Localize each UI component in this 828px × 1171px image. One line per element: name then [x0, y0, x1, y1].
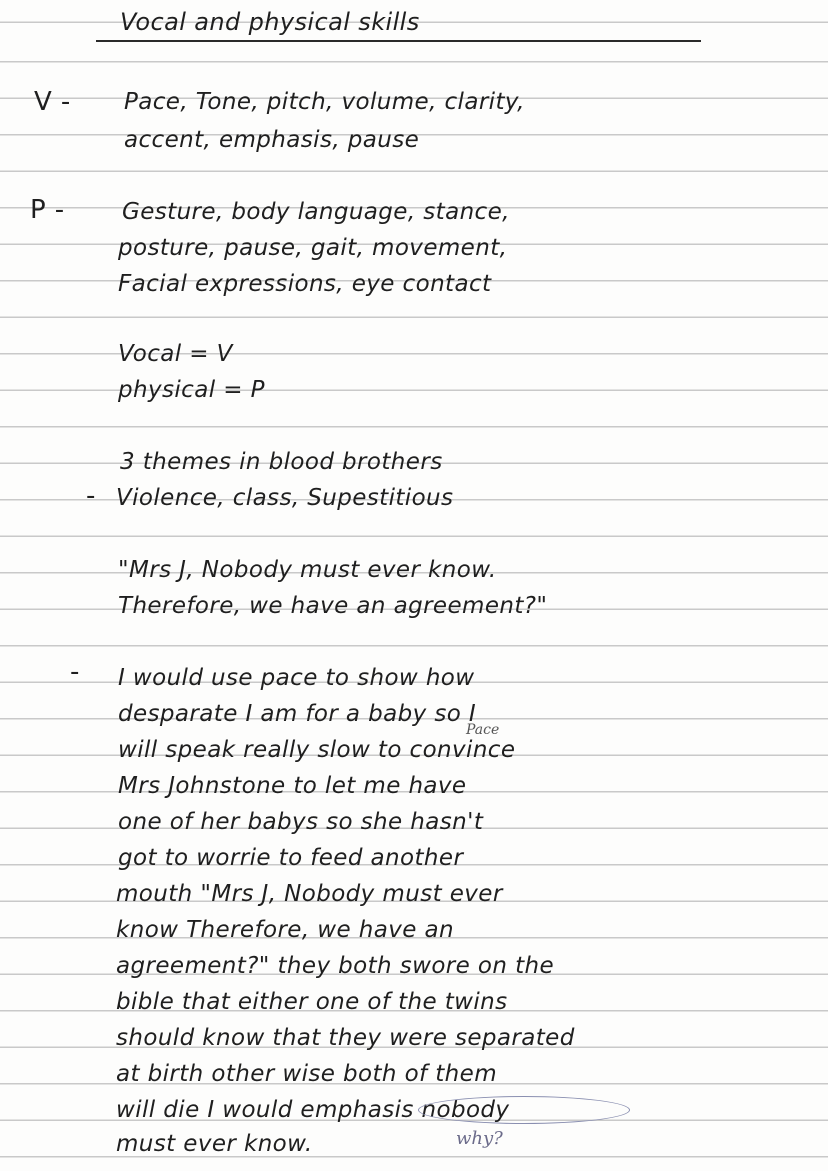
- analysis-line-13: will die I would emphasis nobody: [116, 1097, 510, 1123]
- analysis-line-2: desparate I am for a baby so I: [118, 701, 477, 727]
- key-vocal: Vocal = V: [118, 341, 233, 367]
- analysis-line-8: know Therefore, we have an: [116, 917, 454, 943]
- physical-skills-line-2: posture, pause, gait, movement,: [118, 235, 508, 261]
- analysis-line-7: mouth "Mrs J, Nobody must ever: [116, 881, 503, 907]
- analysis-line-3: will speak really slow to convince: [118, 737, 516, 763]
- analysis-line-9: agreement?" they both swore on the: [116, 953, 555, 979]
- analysis-line-6: got to worrie to feed another: [118, 845, 464, 871]
- key-physical: physical = P: [118, 377, 265, 403]
- pencil-note-why: why?: [456, 1128, 503, 1149]
- themes-list: Violence, class, Supestitious: [116, 485, 454, 511]
- pencil-note-pace: Pace: [466, 722, 500, 738]
- title-underline: [96, 40, 701, 42]
- analysis-marker: -: [70, 657, 80, 687]
- physical-skills-line-3: Facial expressions, eye contact: [118, 271, 492, 297]
- analysis-line-11: should know that they were separated: [116, 1025, 575, 1051]
- analysis-line-10: bible that either one of the twins: [116, 989, 508, 1015]
- physical-marker: P -: [30, 195, 65, 225]
- emphasis-swirl-mark: [418, 1096, 630, 1124]
- quote-line-1: "Mrs J, Nobody must ever know.: [118, 557, 497, 583]
- themes-marker: -: [86, 481, 96, 511]
- page-title: Vocal and physical skills: [120, 8, 420, 36]
- analysis-line-1: I would use pace to show how: [118, 665, 475, 691]
- vocal-skills-line-1: Pace, Tone, pitch, volume, clarity,: [124, 89, 525, 115]
- vocal-marker: V -: [34, 87, 71, 117]
- analysis-line-4: Mrs Johnstone to let me have: [118, 773, 467, 799]
- analysis-line-14: must ever know.: [116, 1131, 313, 1157]
- vocal-skills-line-2: accent, emphasis, pause: [124, 127, 420, 153]
- analysis-line-5: one of her babys so she hasn't: [118, 809, 484, 835]
- quote-line-2: Therefore, we have an agreement?": [118, 593, 548, 619]
- themes-heading: 3 themes in blood brothers: [120, 449, 443, 475]
- analysis-line-12: at birth other wise both of them: [116, 1061, 498, 1087]
- physical-skills-line-1: Gesture, body language, stance,: [122, 199, 510, 225]
